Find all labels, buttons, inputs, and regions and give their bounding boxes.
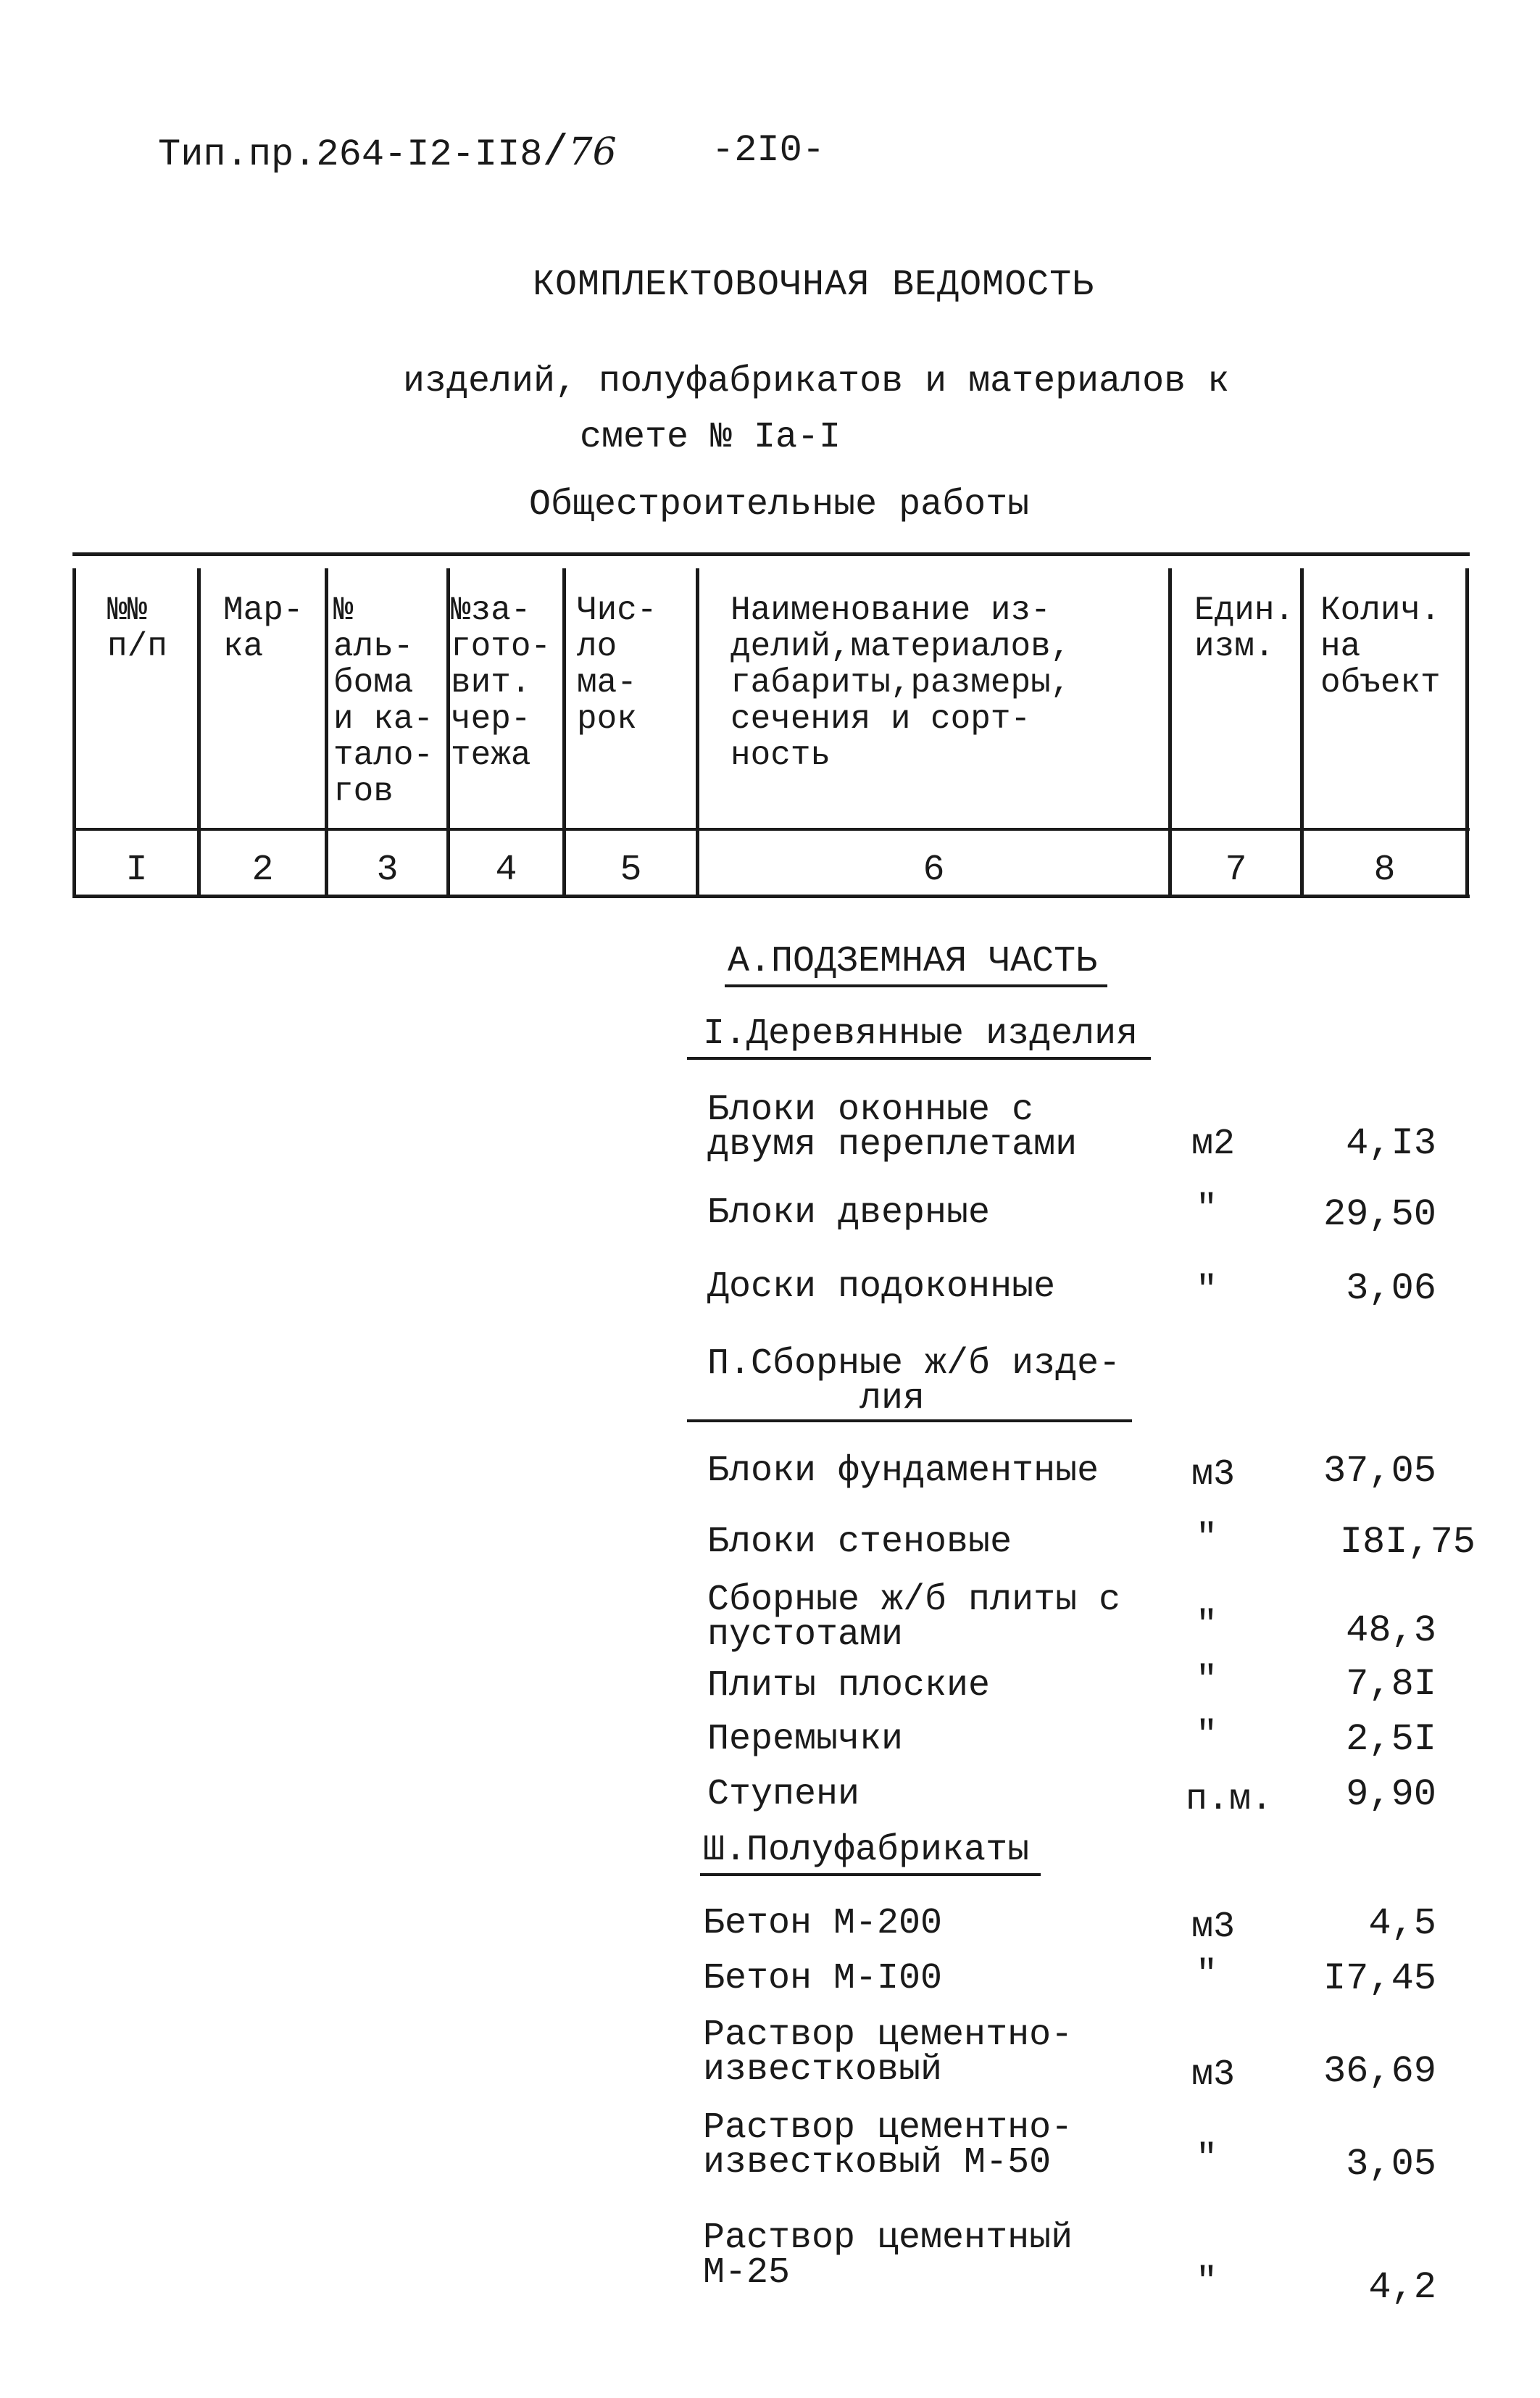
document-subtitle-line3: Общестроительные работы: [529, 484, 1030, 526]
column-number: 5: [620, 850, 642, 891]
item-name: Бетон М-I00: [703, 1958, 943, 1999]
section-heading-underline: [687, 1057, 1151, 1060]
section-heading: I.Деревянные изделия: [703, 1013, 1139, 1055]
column-number: 3: [376, 850, 399, 891]
item-quantity: 4,2: [1368, 2266, 1436, 2309]
item-unit: ": [1196, 2262, 1218, 2303]
item-quantity: 9,90: [1346, 1773, 1436, 1816]
item-quantity: 3,06: [1346, 1267, 1436, 1310]
document-subtitle-line2: смете № Iа-I: [580, 417, 841, 458]
item-quantity: I7,45: [1323, 1957, 1436, 2000]
item-quantity: 36,69: [1323, 2050, 1436, 2093]
item-quantity: 37,05: [1323, 1450, 1436, 1493]
column-number: 2: [251, 850, 274, 891]
column-number: 8: [1373, 850, 1396, 891]
item-unit: ": [1196, 1660, 1218, 1701]
column-number: 7: [1225, 850, 1247, 891]
item-unit: ": [1196, 1189, 1218, 1230]
section-heading-underline: [700, 1873, 1041, 1876]
table-vrule: [72, 568, 76, 897]
item-unit: м3: [1191, 1454, 1236, 1495]
item-name: Блоки стеновые: [707, 1522, 1012, 1563]
item-unit: ": [1196, 1954, 1218, 1996]
column-header-mark: Мар- ка: [223, 592, 304, 665]
item-name: Доски подоконные: [707, 1266, 1056, 1308]
page-number: -2I0-: [712, 129, 825, 172]
item-name: Бетон М-200: [703, 1903, 943, 1944]
column-header-count: Чис- ло ма- рок: [577, 592, 657, 738]
table-vrule: [1168, 568, 1172, 897]
table-top-rule: [72, 552, 1470, 556]
handwritten-number: 76: [568, 130, 617, 174]
item-quantity: 4,I3: [1346, 1122, 1436, 1165]
item-unit: м3: [1191, 1907, 1236, 1948]
item-quantity: 29,50: [1323, 1193, 1436, 1236]
item-unit: ": [1196, 2138, 1218, 2180]
column-header-quantity: Колич. на объект: [1320, 592, 1441, 702]
column-header-name: Наименование из- делий,материалов, габариты,размеры, сечения и сорт- ность: [731, 592, 1071, 774]
part-heading-underline: [725, 984, 1107, 987]
item-unit: ": [1196, 1270, 1218, 1311]
column-header-drawing: №за- гото- вит. чер- тежа: [451, 592, 552, 774]
table-vrule: [446, 568, 450, 897]
item-name: Блоки дверные: [707, 1192, 991, 1234]
table-vrule: [696, 568, 699, 897]
table-vrule: [562, 568, 566, 897]
section-heading: Ш.Полуфабрикаты: [703, 1830, 1030, 1871]
item-name: Плиты плоские: [707, 1665, 991, 1706]
section-heading-underline: [687, 1419, 1132, 1422]
column-number: 4: [495, 850, 517, 891]
item-name: Сборные ж/б плиты с пустотами: [707, 1580, 1121, 1656]
item-name: Раствор цементно- известковый: [703, 2015, 1073, 2091]
table-vrule: [1300, 568, 1304, 897]
column-number: I: [125, 850, 148, 891]
table-header: [72, 552, 1470, 899]
item-quantity: I8I,75: [1339, 1521, 1476, 1564]
item-quantity: 7,8I: [1346, 1663, 1436, 1706]
table-vrule: [1465, 568, 1469, 897]
item-unit: ": [1196, 1715, 1218, 1756]
item-quantity: 2,5I: [1346, 1718, 1436, 1761]
table-mid-rule: [72, 828, 1470, 831]
item-unit: ": [1196, 1605, 1218, 1646]
item-name: Раствор цементный М-25: [703, 2217, 1073, 2294]
document-code: Тип.пр.264-I2-II8/76: [158, 129, 617, 178]
document-subtitle-line1: изделий, полуфабрикатов и материалов к: [403, 361, 1230, 402]
item-name: Перемычки: [707, 1719, 904, 1760]
table-vrule: [325, 568, 328, 897]
item-unit: п.м.: [1186, 1779, 1273, 1820]
column-header-number: №№ п/п: [107, 592, 167, 665]
item-quantity: 4,5: [1368, 1902, 1436, 1945]
table-vrule: [197, 568, 201, 897]
item-quantity: 48,3: [1346, 1609, 1436, 1652]
column-header-unit: Един. изм.: [1194, 592, 1295, 665]
item-unit: м2: [1191, 1124, 1236, 1165]
item-name: Блоки оконные с двумя переплетами: [707, 1090, 1078, 1166]
column-header-album: № аль- бома и ка- тало- гов: [333, 592, 434, 810]
column-number: 6: [923, 850, 945, 891]
table-bottom-rule: [72, 895, 1470, 898]
item-name: Блоки фундаментные: [707, 1451, 1099, 1492]
item-unit: ": [1196, 1518, 1218, 1559]
item-unit: м3: [1191, 2054, 1236, 2096]
item-name: Раствор цементно- известковый М-50: [703, 2107, 1073, 2183]
section-heading: П.Сборные ж/б изде- лия: [707, 1343, 1121, 1419]
item-quantity: 3,05: [1346, 2143, 1436, 2186]
part-heading: А.ПОДЗЕМНАЯ ЧАСТЬ: [728, 941, 1098, 982]
item-name: Ступени: [707, 1774, 860, 1815]
document-title: КОМПЛЕКТОВОЧНАЯ ВЕДОМОСТЬ: [533, 265, 1095, 306]
